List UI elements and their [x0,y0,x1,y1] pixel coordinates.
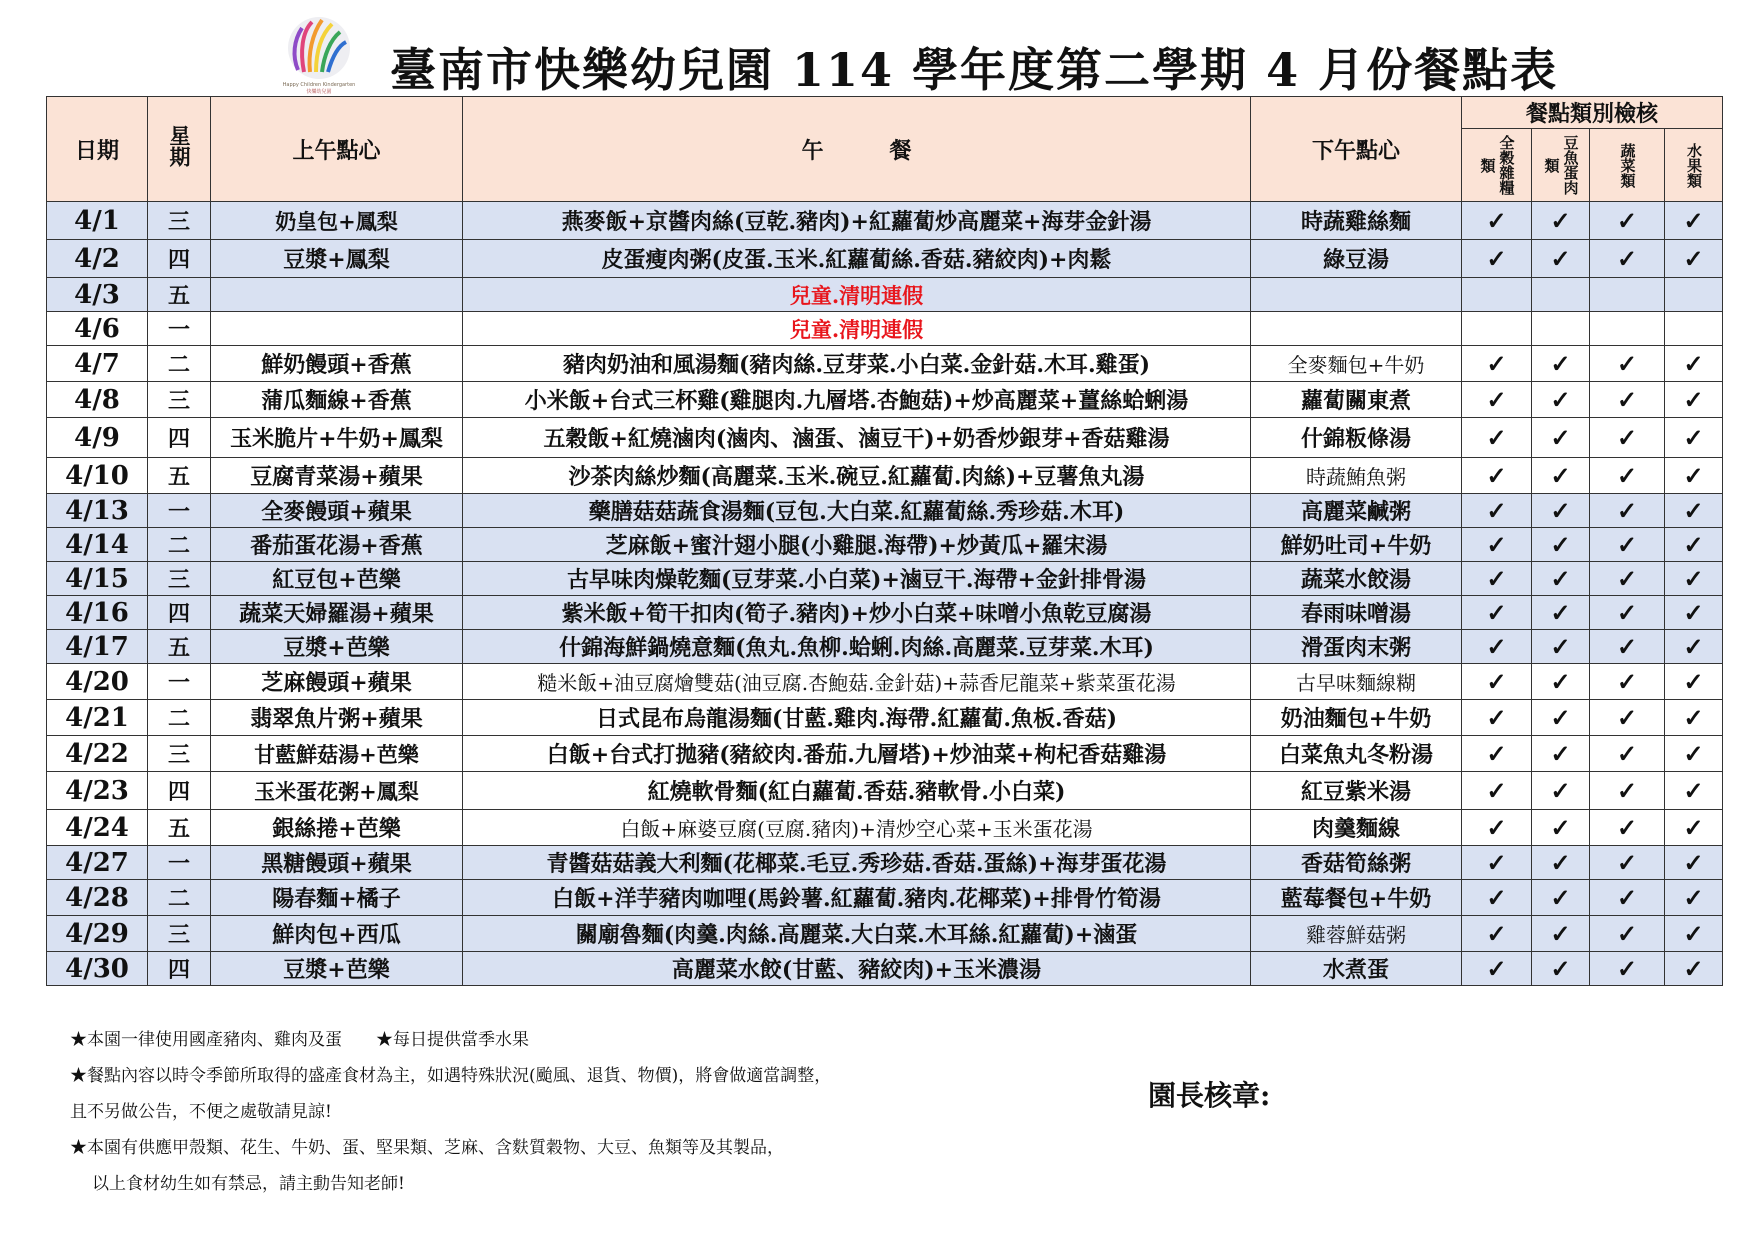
header-date: 日期 [47,97,148,202]
check-cell: ✓ [1590,810,1665,846]
date-cell: 4/21 [47,700,148,736]
date-cell: 4/15 [47,562,148,596]
check-cell: ✓ [1462,916,1532,952]
afternoon-snack-cell: 時蔬雞絲麵 [1251,202,1462,240]
date-cell: 4/29 [47,916,148,952]
check-cell: ✓ [1462,382,1532,418]
lunch-cell: 白飯+台式打拋豬(豬絞肉.番茄.九層塔)+炒油菜+枸杞香菇雞湯 [463,736,1251,772]
check-cell: ✓ [1590,880,1665,916]
lunch-cell: 高麗菜水餃(甘藍、豬絞肉)+玉米濃湯 [463,952,1251,986]
date-cell: 4/9 [47,418,148,458]
check-cell: ✓ [1665,596,1723,630]
weekday-cell: 一 [148,312,211,346]
afternoon-snack-cell: 什錦粄條湯 [1251,418,1462,458]
lunch-cell: 什錦海鮮鍋燒意麵(魚丸.魚柳.蛤蜊.肉絲.高麗菜.豆芽菜.木耳) [463,630,1251,664]
afternoon-snack-cell: 奶油麵包+牛奶 [1251,700,1462,736]
check-cell [1462,312,1532,346]
check-cell: ✓ [1462,952,1532,986]
weekday-cell: 三 [148,202,211,240]
note-line: ★本園有供應甲殼類、花生、牛奶、蛋、堅果類、芝麻、含麩質穀物、大豆、魚類等及其製品， [70,1138,784,1158]
check-cell: ✓ [1665,562,1723,596]
check-cell: ✓ [1532,772,1590,810]
logo-text-en: Happy Children Kindergarten [282,82,356,88]
afternoon-snack-cell: 藍莓餐包+牛奶 [1251,880,1462,916]
check-cell: ✓ [1532,346,1590,382]
check-cell: ✓ [1590,418,1665,458]
weekday-cell: 三 [148,382,211,418]
check-cell: ✓ [1532,630,1590,664]
note-line: ★餐點內容以時令季節所取得的盛產食材為主，如遇特殊狀況(颱風、退貨、物價)，將會做適當調整， [70,1066,832,1086]
table-row [47,312,1723,346]
check-cell: ✓ [1665,952,1723,986]
table-row [47,664,1723,700]
check-cell: ✓ [1532,736,1590,772]
check-cell: ✓ [1665,528,1723,562]
afternoon-snack-cell: 水煮蛋 [1251,952,1462,986]
check-cell: ✓ [1665,880,1723,916]
table-row [47,458,1723,494]
check-cell: ✓ [1590,240,1665,278]
lunch-cell: 紅燒軟骨麵(紅白蘿蔔.香菇.豬軟骨.小白菜) [463,772,1251,810]
check-cell: ✓ [1665,382,1723,418]
morning-snack-cell: 奶皇包+鳳梨 [211,202,463,240]
afternoon-snack-cell: 香菇筍絲粥 [1251,846,1462,880]
afternoon-snack-cell: 肉羹麵線 [1251,810,1462,846]
weekday-cell: 二 [148,880,211,916]
lunch-cell: 關廟魯麵(肉羹.肉絲.高麗菜.大白菜.木耳絲.紅蘿蔔)+滷蛋 [463,916,1251,952]
lunch-cell: 日式昆布烏龍湯麵(甘藍.雞肉.海帶.紅蘿蔔.魚板.香菇) [463,700,1251,736]
date-cell: 4/10 [47,458,148,494]
morning-snack-cell: 甘藍鮮菇湯+芭樂 [211,736,463,772]
logo-text-zh: 快樂幼兒園 [306,89,332,95]
table-row [47,562,1723,596]
weekday-cell: 四 [148,596,211,630]
check-cell: ✓ [1462,664,1532,700]
morning-snack-cell: 黑糖饅頭+蘋果 [211,846,463,880]
note-line: 且不另做公告，不便之處敬請見諒! [70,1102,332,1122]
table-row [47,916,1723,952]
check-cell: ✓ [1590,664,1665,700]
weekday-cell: 二 [148,346,211,382]
table-row [47,528,1723,562]
check-cell: ✓ [1462,846,1532,880]
date-cell: 4/22 [47,736,148,772]
afternoon-snack-cell: 全麥麵包+牛奶 [1251,346,1462,382]
weekday-cell: 一 [148,664,211,700]
check-cell: ✓ [1532,810,1590,846]
lunch-cell: 青醬菇菇義大利麵(花椰菜.毛豆.秀珍菇.香菇.蛋絲)+海芽蛋花湯 [463,846,1251,880]
lunch-cell: 紫米飯+筍干扣肉(筍子.豬肉)+炒小白菜+味噌小魚乾豆腐湯 [463,596,1251,630]
table-row [47,736,1723,772]
weekday-cell: 一 [148,846,211,880]
check-cell: ✓ [1462,630,1532,664]
lunch-cell: 五穀飯+紅燒滷肉(滷肉、滷蛋、滷豆干)+奶香炒銀芽+香菇雞湯 [463,418,1251,458]
morning-snack-cell: 銀絲捲+芭樂 [211,810,463,846]
check-cell: ✓ [1590,494,1665,528]
morning-snack-cell: 陽春麵+橘子 [211,880,463,916]
lunch-cell: 古早味肉燥乾麵(豆芽菜.小白菜)+滷豆干.海帶+金針排骨湯 [463,562,1251,596]
check-cell: ✓ [1590,952,1665,986]
afternoon-snack-cell: 白菜魚丸冬粉湯 [1251,736,1462,772]
afternoon-snack-cell: 紅豆紫米湯 [1251,772,1462,810]
lunch-cell: 燕麥飯+京醬肉絲(豆乾.豬肉)+紅蘿蔔炒高麗菜+海芽金針湯 [463,202,1251,240]
check-cell: ✓ [1665,458,1723,494]
check-cell: ✓ [1665,240,1723,278]
check-cell: ✓ [1532,418,1590,458]
check-cell: ✓ [1532,240,1590,278]
check-cell: ✓ [1665,494,1723,528]
table-row [47,240,1723,278]
weekday-cell: 五 [148,630,211,664]
morning-snack-cell: 番茄蛋花湯+香蕉 [211,528,463,562]
date-cell: 4/13 [47,494,148,528]
check-cell: ✓ [1462,528,1532,562]
lunch-cell: 皮蛋瘦肉粥(皮蛋.玉米.紅蘿蔔絲.香菇.豬絞肉)+肉鬆 [463,240,1251,278]
afternoon-snack-cell [1251,278,1462,312]
check-cell: ✓ [1532,528,1590,562]
check-cell: ✓ [1665,916,1723,952]
morning-snack-cell: 全麥饅頭+蘋果 [211,494,463,528]
check-cell: ✓ [1665,630,1723,664]
check-cell: ✓ [1462,810,1532,846]
date-cell: 4/6 [47,312,148,346]
afternoon-snack-cell: 蔬菜水餃湯 [1251,562,1462,596]
table-row [47,202,1723,240]
check-cell: ✓ [1590,202,1665,240]
morning-snack-cell: 芝麻饅頭+蘋果 [211,664,463,700]
check-cell: ✓ [1590,458,1665,494]
table-row [47,382,1723,418]
afternoon-snack-cell: 綠豆湯 [1251,240,1462,278]
check-cell: ✓ [1590,596,1665,630]
morning-snack-cell: 玉米脆片+牛奶+鳳梨 [211,418,463,458]
check-cell: ✓ [1590,562,1665,596]
afternoon-snack-cell: 鮮奶吐司+牛奶 [1251,528,1462,562]
check-cell: ✓ [1532,846,1590,880]
check-cell: ✓ [1665,664,1723,700]
weekday-cell: 四 [148,240,211,278]
afternoon-snack-cell: 滑蛋肉末粥 [1251,630,1462,664]
morning-snack-cell: 翡翠魚片粥+蘋果 [211,700,463,736]
table-row [47,278,1723,312]
check-cell [1665,312,1723,346]
weekday-cell: 三 [148,916,211,952]
weekday-cell: 五 [148,810,211,846]
morning-snack-cell: 蔬菜天婦羅湯+蘋果 [211,596,463,630]
check-cell: ✓ [1665,700,1723,736]
date-cell: 4/7 [47,346,148,382]
check-cell: ✓ [1590,736,1665,772]
table-row [47,772,1723,810]
check-cell: ✓ [1462,562,1532,596]
weekday-cell: 三 [148,562,211,596]
check-cell [1590,312,1665,346]
check-cell: ✓ [1532,700,1590,736]
lunch-cell: 藥膳菇菇蔬食湯麵(豆包.大白菜.紅蘿蔔絲.秀珍菇.木耳) [463,494,1251,528]
check-cell: ✓ [1462,494,1532,528]
afternoon-snack-cell: 時蔬鮪魚粥 [1251,458,1462,494]
morning-snack-cell: 鮮奶饅頭+香蕉 [211,346,463,382]
date-cell: 4/16 [47,596,148,630]
weekday-cell: 三 [148,736,211,772]
weekday-cell: 五 [148,458,211,494]
weekday-cell: 二 [148,700,211,736]
weekday-cell: 二 [148,528,211,562]
check-cell: ✓ [1665,202,1723,240]
check-cell: ✓ [1462,458,1532,494]
weekday-cell: 五 [148,278,211,312]
lunch-cell: 兒童.清明連假 [463,278,1251,312]
date-cell: 4/28 [47,880,148,916]
afternoon-snack-cell: 蘿蔔關東煮 [1251,382,1462,418]
notes [70,1022,1010,1202]
weekday-cell: 一 [148,494,211,528]
afternoon-snack-cell [1251,312,1462,346]
check-cell: ✓ [1665,772,1723,810]
morning-snack-cell: 豆漿+芭樂 [211,630,463,664]
check-cell: ✓ [1532,916,1590,952]
header-afternoon-snack: 下午點心 [1251,97,1462,202]
meal-table [46,96,1723,986]
date-cell: 4/24 [47,810,148,846]
header-protein: 類 豆魚蛋肉 [1532,129,1590,202]
morning-snack-cell [211,312,463,346]
check-cell [1532,312,1590,346]
check-cell: ✓ [1532,664,1590,700]
afternoon-snack-cell: 春雨味噌湯 [1251,596,1462,630]
lunch-cell: 白飯+麻婆豆腐(豆腐.豬肉)+清炒空心菜+玉米蛋花湯 [463,810,1251,846]
note-line: ★本園一律使用國產豬肉、雞肉及蛋 ★每日提供當季水果 [70,1030,529,1050]
date-cell: 4/23 [47,772,148,810]
check-cell: ✓ [1462,418,1532,458]
table-row [47,700,1723,736]
check-cell: ✓ [1590,916,1665,952]
note-line: 以上食材幼生如有禁忌，請主動告知老師! [92,1174,405,1194]
check-cell: ✓ [1462,736,1532,772]
check-cell: ✓ [1532,382,1590,418]
check-cell: ✓ [1665,346,1723,382]
header-morning-snack: 上午點心 [211,97,463,202]
check-cell: ✓ [1590,630,1665,664]
check-cell: ✓ [1590,700,1665,736]
check-cell: ✓ [1590,382,1665,418]
kindergarten-logo [282,14,356,96]
table-row [47,418,1723,458]
lunch-cell: 兒童.清明連假 [463,312,1251,346]
afternoon-snack-cell: 古早味麵線糊 [1251,664,1462,700]
table-row [47,952,1723,986]
check-cell: ✓ [1532,596,1590,630]
morning-snack-cell: 紅豆包+芭樂 [211,562,463,596]
check-cell: ✓ [1462,596,1532,630]
date-cell: 4/17 [47,630,148,664]
check-cell: ✓ [1532,880,1590,916]
check-cell: ✓ [1462,700,1532,736]
lunch-cell: 豬肉奶油和風湯麵(豬肉絲.豆芽菜.小白菜.金針菇.木耳.雞蛋) [463,346,1251,382]
table-row [47,346,1723,382]
morning-snack-cell: 鮮肉包+西瓜 [211,916,463,952]
check-cell: ✓ [1532,202,1590,240]
header-fruit: 水果類 [1665,129,1723,202]
check-cell: ✓ [1665,736,1723,772]
check-cell: ✓ [1462,202,1532,240]
check-cell: ✓ [1532,562,1590,596]
morning-snack-cell: 玉米蛋花粥+鳳梨 [211,772,463,810]
check-cell [1590,278,1665,312]
morning-snack-cell: 豆腐青菜湯+蘋果 [211,458,463,494]
check-cell: ✓ [1462,240,1532,278]
check-cell: ✓ [1462,772,1532,810]
table-row [47,810,1723,846]
check-cell: ✓ [1665,418,1723,458]
date-cell: 4/30 [47,952,148,986]
weekday-cell: 四 [148,952,211,986]
lunch-cell: 沙茶肉絲炒麵(高麗菜.玉米.碗豆.紅蘿蔔.肉絲)+豆薯魚丸湯 [463,458,1251,494]
morning-snack-cell: 蒲瓜麵線+香蕉 [211,382,463,418]
date-cell: 4/1 [47,202,148,240]
check-cell: ✓ [1532,458,1590,494]
header-vegetables: 蔬菜類 [1590,129,1665,202]
check-cell: ✓ [1665,846,1723,880]
weekday-cell: 四 [148,772,211,810]
date-cell: 4/8 [47,382,148,418]
check-cell [1462,278,1532,312]
table-row [47,630,1723,664]
director-stamp-label: 園長核章: [1148,1079,1271,1112]
header-category-check: 餐點類別檢核 [1462,97,1723,129]
lunch-cell: 白飯+洋芋豬肉咖哩(馬鈴薯.紅蘿蔔.豬肉.花椰菜)+排骨竹筍湯 [463,880,1251,916]
afternoon-snack-cell: 高麗菜鹹粥 [1251,494,1462,528]
check-cell: ✓ [1462,880,1532,916]
check-cell [1665,278,1723,312]
check-cell: ✓ [1590,346,1665,382]
table-row [47,596,1723,630]
table-row [47,880,1723,916]
date-cell: 4/14 [47,528,148,562]
header-lunch: 午 餐 [463,97,1251,202]
weekday-cell: 四 [148,418,211,458]
morning-snack-cell [211,278,463,312]
check-cell: ✓ [1590,528,1665,562]
check-cell: ✓ [1532,952,1590,986]
check-cell: ✓ [1590,772,1665,810]
check-cell: ✓ [1462,346,1532,382]
date-cell: 4/2 [47,240,148,278]
morning-snack-cell: 豆漿+鳳梨 [211,240,463,278]
header-weekday: 星期 [148,97,211,202]
afternoon-snack-cell: 雞蓉鮮菇粥 [1251,916,1462,952]
lunch-cell: 小米飯+台式三杯雞(雞腿肉.九層塔.杏鮑菇)+炒高麗菜+薑絲蛤蜊湯 [463,382,1251,418]
page-title: 臺南市快樂幼兒園 114 學年度第二學期 4 月份餐點表 [390,43,1559,97]
check-cell: ✓ [1665,810,1723,846]
date-cell: 4/20 [47,664,148,700]
date-cell: 4/27 [47,846,148,880]
table-row [47,494,1723,528]
check-cell: ✓ [1532,494,1590,528]
meal-table-body [47,202,1723,986]
check-cell [1532,278,1590,312]
lunch-cell: 芝麻飯+蜜汁翅小腿(小雞腿.海帶)+炒黃瓜+羅宋湯 [463,528,1251,562]
lunch-cell: 糙米飯+油豆腐燴雙菇(油豆腐.杏鮑菇.金針菇)+蒜香尼龍菜+紫菜蛋花湯 [463,664,1251,700]
check-cell: ✓ [1590,846,1665,880]
table-row [47,846,1723,880]
morning-snack-cell: 豆漿+芭樂 [211,952,463,986]
date-cell: 4/3 [47,278,148,312]
header-grains: 類 全穀雜糧 [1462,129,1532,202]
